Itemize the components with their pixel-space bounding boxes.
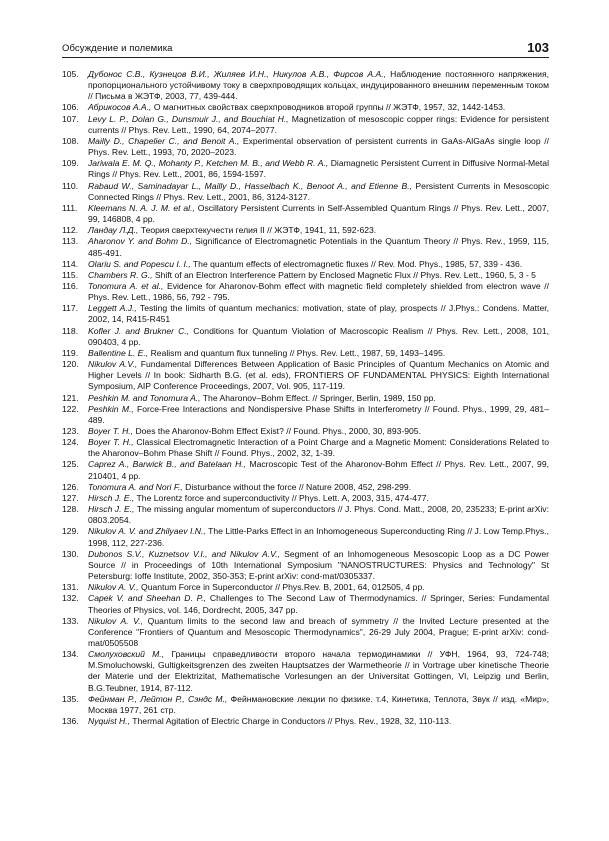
reference-item [62, 504, 549, 526]
reference-number: 128. [62, 504, 79, 515]
reference-number: 132. [62, 593, 79, 604]
reference-item [62, 582, 549, 593]
reference-authors: Nikulov A. V., [88, 582, 139, 593]
reference-list [62, 69, 549, 727]
reference-text: Magnetization of mesoscopic copper rings: Evidence for persistent currents // Phys. Rev. Lett., 1990, 64, 2074–2077. [88, 113, 549, 135]
reference-number: 129. [62, 526, 79, 537]
reference-item [62, 303, 549, 325]
reference-number: 133. [62, 615, 79, 626]
reference-authors: Mailly D., Chapelier C., and Benoit A., [88, 135, 240, 146]
reference-text: Quantum limits to the second law and breach of symmetry // the Invited Lecture presented at the Conference "Frontiers of Quantum and Mesoscopic Thermodynamics", 26-29 July 2004, Prague; E-print arXiv: cond-mat/0505508 [88, 615, 550, 648]
reference-item [62, 114, 549, 136]
reference-number: 135. [62, 693, 79, 704]
reference-authors: Olariu S. and Popescu I. I., [88, 258, 191, 269]
reference-authors: Aharonov Y. and Bohm D., [88, 236, 193, 247]
reference-authors: Tonomura A. and Nori F., [88, 481, 183, 492]
reference-text: The missing angular momentum of superconductors // J. Phys. Cond. Matt., 2008, 20, 235233; E-print arXiv: 0803.2054. [88, 504, 549, 526]
reference-number: 106. [62, 102, 79, 113]
reference-text: Oscillatory Persistent Currents in Self-Assembled Quantum Rings // Phys. Rev. Lett., 2007, 99, 146808, 4 pp. [88, 202, 550, 225]
reference-text: Conditions for Quantum Violation of Macroscopic Realism // Phys. Rev. Lett., 2008, 101, 090403, 4 pp. [88, 325, 549, 347]
reference-text: The Lorentz force and superconductivity // Phys. Lett. A, 2003, 315, 474-477. [134, 492, 429, 503]
reference-item [62, 616, 549, 649]
reference-text: Наблюдение постоянного напряжения, пропорционального устойчивому току в сверхпроводящих кольцах, индуцированного внешним переменным током // Письма в ЖЭТФ, 2003, 77, 439-444. [88, 69, 549, 102]
reference-text: Границы справедливости второго начала термодинамики // УФН, 1964, 93, 724-748; M.Smoluchowski, Gultigkeitsgrenzen des zweiten Hauptsatzes der Warmetheorie // in Vortrage uber kinetische Theorie der Materie und der Elektrizitat, Mathematische Vorlesungen an der Universitat Gottingen, VI, Leipzig und Berlin, B.G.Teubner, 1914, 87-112. [88, 649, 550, 693]
reference-authors: Chambers R. G., [88, 269, 153, 280]
reference-text: О магнитных свойствах сверхпроводников второй группы // ЖЭТФ, 1957, 32, 1442-1453. [151, 102, 506, 113]
reference-text: Does the Aharonov-Bohm Effect Exist? // Found. Phys., 2000, 30, 893-905. [133, 426, 421, 436]
reference-text: Persistent Currents in Mesoscopic Connected Rings // Phys. Rev. Lett., 2001, 86, 3124-3127. [88, 180, 549, 202]
reference-number: 109. [62, 158, 79, 169]
reference-authors: Абрикосов А.А., [88, 102, 152, 113]
reference-authors: Nikulov A. V., [88, 615, 144, 626]
reference-number: 116. [62, 280, 79, 291]
reference-number: 125. [62, 459, 79, 470]
reference-authors: Capek V. and Sheehan D. P., [88, 593, 207, 604]
reference-authors: Дубонос С.В., Кузнецов В.И., Жиляев И.Н., Никулов А.В., Фирсов А.А., [88, 69, 386, 79]
reference-number: 110. [62, 180, 79, 191]
reference-item [62, 549, 549, 582]
reference-number: 118. [62, 325, 79, 336]
reference-number: 105. [62, 69, 79, 79]
reference-authors: Boyer T. H., [88, 437, 134, 448]
reference-item [62, 158, 549, 180]
reference-text: Testing the limits of quantum mechanics: motivation, state of play, prospects // J.Phys.: Condens. Matter, 2002, 14, R415-R451 [88, 303, 549, 325]
reference-authors: Hirsch J. E., [88, 504, 135, 515]
reference-text: Significance of Electromagnetic Potentials in the Quantum Theory // Phys. Rev., 1959, 115, 485-491. [88, 236, 549, 258]
reference-item [62, 404, 549, 426]
reference-number: 121. [62, 392, 79, 403]
reference-authors: Tonomura A. et al., [88, 280, 164, 291]
reference-item [62, 136, 549, 158]
reference-number: 130. [62, 548, 79, 559]
section-title: Обсуждение и полемика [62, 43, 173, 54]
reference-item [62, 203, 549, 225]
reference-authors: Ballentine L. E., [88, 347, 149, 358]
reference-number: 131. [62, 582, 79, 593]
reference-item [62, 649, 549, 694]
reference-text: Quantum Force in Superconductor // Phys.Rev. B, 2001, 64, 012505, 4 pp. [138, 582, 425, 593]
reference-item [62, 270, 549, 281]
reference-text: Теория сверхтекучести гелия II // ЖЭТФ, 1941, 11, 592-623. [138, 225, 377, 236]
reference-text: Classical Electromagnetic Interaction of a Point Charge and a Magnetic Moment: Considerations Related to the Aharonov–Bohm Phase Shift // Found. Phys., 2002, 32, 1-39. [88, 437, 549, 459]
reference-item [62, 393, 549, 404]
reference-authors: Hirsch J. E., [88, 492, 135, 503]
reference-item [62, 593, 549, 615]
reference-authors: Caprez A., Barwick B., and Batelaan H., [88, 459, 247, 470]
reference-text: Experimental observation of persistent currents in GaAs-AlGaAs single loop // Phys. Rev. Lett., 1993, 70, 2020–2023. [88, 135, 549, 158]
reference-authors: Kleemans N. A. J. M. et al., [88, 202, 195, 213]
reference-number: 107. [62, 113, 79, 124]
header-rule [62, 57, 549, 58]
reference-text: Force-Free Interactions and Nondispersive Phase Shifts in Interferometry // Found. Phys., 1999, 29, 481–489. [88, 403, 549, 425]
reference-text: Фейнмановские лекции по физике. т.4, Кинетика, Теплота, Звук // изд. «Мир», Москва 1977, 261 стр. [88, 693, 549, 715]
reference-item [62, 716, 549, 727]
reference-item [62, 259, 549, 270]
reference-item [62, 526, 549, 548]
reference-authors: Leggett A.J., [88, 303, 137, 314]
reference-text: Disturbance without the force // Nature 2008, 452, 298-299. [182, 481, 412, 492]
reference-item [62, 359, 549, 392]
reference-number: 108. [62, 135, 79, 146]
reference-authors: Nikulov A. V. and Zhilyaev I.N., [88, 526, 206, 537]
reference-number: 115. [62, 269, 79, 280]
reference-item [62, 493, 549, 504]
reference-item [62, 102, 549, 113]
reference-item [62, 459, 549, 481]
reference-number: 122. [62, 403, 79, 414]
reference-text: Segment of an Inhomogeneous Mesoscopic Loop as a DC Power Source // in Proceedings of 10th International Symposium "NANOSTRUCTURES: Physics and Technology" St Petersburg: Ioffe Institute, 2002, 350-353; E-print arXiv: cond-mat/0305337. [88, 548, 549, 582]
reference-number: 117. [62, 303, 79, 314]
reference-item [62, 326, 549, 348]
reference-number: 126. [62, 481, 79, 492]
reference-number: 136. [62, 716, 79, 727]
reference-text: Diamagnetic Persistent Current in Diffusive Normal-Metal Rings // Phys. Rev. Lett., 2001, 86, 1594-1597. [88, 158, 549, 180]
reference-text: Challenges to The Second Law of Thermodynamics. // Springer, Series: Fundamental Theories of Physics, vol. 146, Dordrecht, 2005, 347 pp. [88, 593, 549, 615]
reference-text: The Aharonov–Bohm Effect. // Springer, Berlin, 1989, 150 pp. [200, 392, 436, 403]
reference-authors: Rabaud W., Saminadayar L., Mailly D., Hasselbach K., Benoot A., and Etienne B., [88, 180, 412, 191]
reference-authors: Nyquist H., [88, 716, 131, 727]
reference-item [62, 482, 549, 493]
reference-number: 120. [62, 359, 79, 370]
reference-authors: Peshkin M. and Tonomura A., [88, 392, 201, 403]
reference-authors: Dubonos S.V., Kuznetsov V.I., and Nikulov A.V., [88, 548, 281, 559]
reference-item [62, 426, 549, 437]
reference-item [62, 69, 549, 102]
reference-text: The Little-Parks Effect in an Inhomogeneous Superconducting Ring // J. Low Temp.Phys., 1998, 112, 227-236. [88, 526, 550, 548]
reference-authors: Peshkin M., [88, 403, 134, 414]
reference-text: Shift of an Electron Interference Pattern by Enclosed Magnetic Flux // Phys. Rev. Lett., 1960, 5, 3 - 5 [152, 269, 536, 280]
reference-number: 119. [62, 347, 79, 358]
reference-text: Realism and quantum flux tunneling // Phys. Rev. Lett., 1987, 59, 1493–1495. [148, 347, 446, 358]
reference-number: 134. [62, 649, 79, 660]
reference-authors: Ландау Л.Д., [88, 225, 139, 236]
reference-authors: Levy L. P., Dolan G., Dunsmuir J., and Bouchiat H., [88, 113, 289, 124]
reference-number: 114. [62, 258, 79, 269]
reference-authors: Nikulov A.V., [88, 359, 138, 370]
reference-authors: Смолуховский М., [88, 649, 165, 660]
reference-number: 111. [62, 202, 78, 213]
page-header [62, 40, 549, 56]
reference-item [62, 281, 549, 303]
reference-text: Thermal Agitation of Electric Charge in Conductors // Phys. Rev., 1928, 32, 110-113. [130, 716, 452, 727]
page-number: 103 [527, 40, 549, 55]
reference-number: 124. [62, 437, 79, 448]
reference-number: 113. [62, 236, 79, 247]
reference-item [62, 236, 549, 258]
reference-text: Evidence for Aharonov-Bohm effect with magnetic field completely shielded from electron wave // Phys. Rev. Lett., 1986, 56, 792 - 795. [88, 280, 549, 303]
reference-number: 112. [62, 225, 79, 236]
reference-item [62, 437, 549, 459]
reference-authors: Kofler J. and Brukner C., [88, 325, 190, 336]
reference-item [62, 348, 549, 359]
reference-authors: Jariwala E. M. Q., Mohanty P., Ketchen M. B., and Webb R. A., [88, 158, 329, 169]
reference-authors: Boyer T. H., [88, 426, 134, 436]
reference-item [62, 694, 549, 716]
reference-text: The quantum effects of electromagnetic fluxes // Rev. Mod. Phys., 1985, 57, 339 - 436. [190, 258, 523, 269]
reference-item [62, 181, 549, 203]
reference-authors: Фейнман Р., Лейтон Р., Сэндс М., [88, 693, 228, 704]
reference-text: Macroscopic Test of the Aharonov-Bohm Effect // Phys. Rev. Lett., 2007, 99, 210401, 4 pp. [88, 459, 549, 481]
reference-text: Fundamental Differences Between Application of Basic Principles of Quantum Mechanics on Atomic and Higher Levels // In book: Sidharth B.G. (et al. eds), FRONTIERS OF FUNDAMENTAL PHYSICS: Eighth International Symposium, AIP Conference Proceedings, 2007, Vol. 905, 117-119. [88, 359, 550, 392]
reference-item [62, 225, 549, 236]
reference-number: 123. [62, 426, 79, 436]
reference-number: 127. [62, 492, 79, 503]
